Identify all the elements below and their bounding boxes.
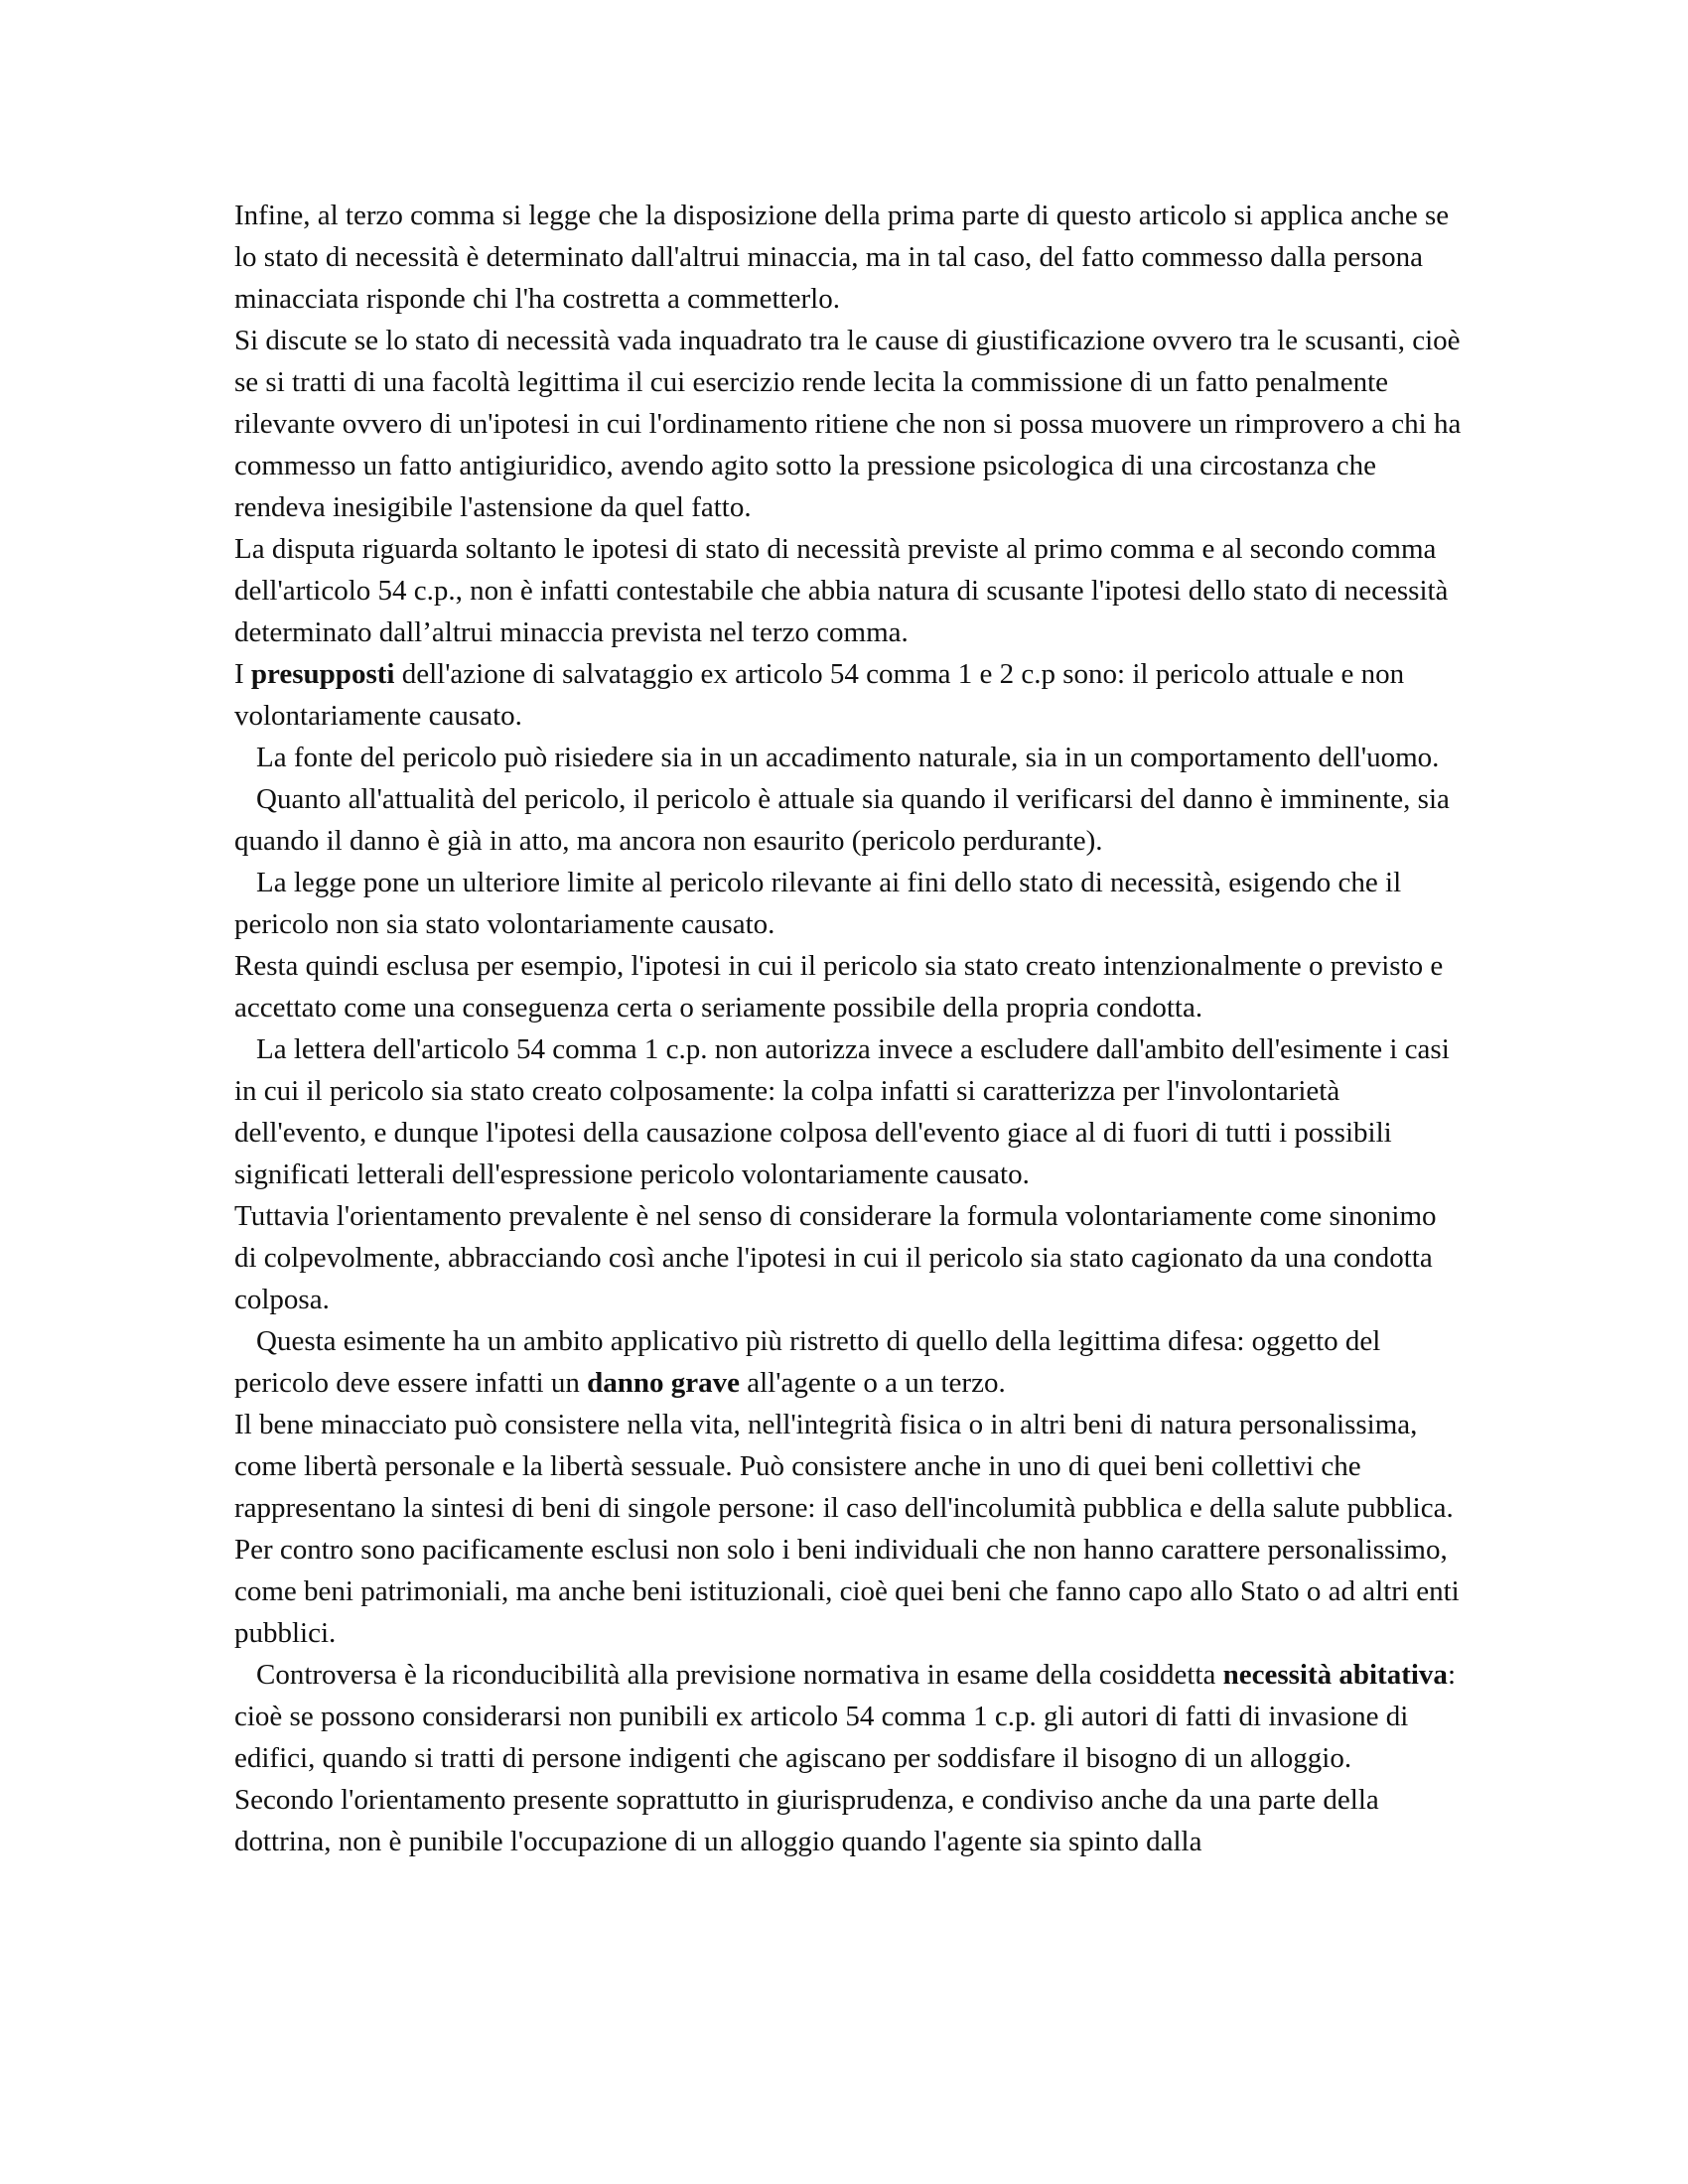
bold-term: presupposti [250,658,395,690]
paragraph [234,1195,1466,1320]
paragraph [234,653,1466,737]
text-run: Questa esimente ha un ambito applicativo più ristretto di quello della legittima difesa: oggetto del pericolo deve essere infatti un [234,1325,1381,1399]
paragraph [234,737,1466,778]
text-run: Resta quindi esclusa per esempio, l'ipotesi in cui il pericolo sia stato creato intenzionalmente o previsto e accettato come una conseguenza certa o seriamente possibile della propria condotta. [234,950,1444,1024]
text-run: Infine, al terzo comma si legge che la disposizione della prima parte di questo articolo si applica anche se lo stato di necessità è determinato dall'altrui minaccia, ma in tal caso, del fatto commesso dalla persona minacciata risponde chi l'ha costretta a commetterlo. [234,200,1450,315]
text-run: I [234,658,251,690]
text-run: La legge pone un ulteriore limite al pericolo rilevante ai fini dello stato di necessità, esigendo che il pericolo non sia stato volontariamente causato. [234,867,1402,940]
paragraph [234,1654,1466,1779]
text-run: La disputa riguarda soltanto le ipotesi di stato di necessità previste al primo comma e al secondo comma dell'articolo 54 c.p., non è infatti contestabile che abbia natura di scusante l'ipotesi dello stato di necessità determinato dall’altrui minaccia prevista nel terzo comma. [234,533,1449,648]
bold-term: necessità abitativa [1222,1659,1448,1691]
paragraph [234,1404,1466,1529]
bold-term: danno grave [587,1367,740,1399]
text-run: Il bene minacciato può consistere nella vita, nell'integrità fisica o in altri beni di natura personalissima, come libertà personale e la libertà sessuale. Può consistere anche in uno di quei beni collettivi che rappresentano la sintesi di beni di singole persone: il caso dell'incolumità pubblica e della salute pubblica. [234,1409,1454,1524]
paragraph [234,1028,1466,1195]
paragraph [234,778,1466,862]
paragraph [234,1779,1466,1862]
text-run: Controversa è la riconducibilità alla previsione normativa in esame della cosiddetta [256,1659,1223,1691]
paragraph [234,528,1466,653]
text-run: Secondo l'orientamento presente soprattutto in giurisprudenza, e condiviso anche da una parte della dottrina, non è punibile l'occupazione di un alloggio quando l'agente sia spinto dalla [234,1784,1379,1857]
text-run: Si discute se lo stato di necessità vada inquadrato tra le cause di giustificazione ovvero tra le scusanti, cioè se si tratti di una facoltà legittima il cui esercizio rende lecita la commissione di un fatto penalmente rilevante ovvero di un'ipotesi in cui l'ordinamento ritiene che non si possa muovere un rimprovero a chi ha commesso un fatto antigiuridico, avendo agito sotto la pressione psicologica di una circostanza che rendeva inesigibile l'astensione da quel fatto. [234,325,1462,523]
paragraph [234,862,1466,945]
text-run: Quanto all'attualità del pericolo, il pericolo è attuale sia quando il verificarsi del danno è imminente, sia quando il danno è già in atto, ma ancora non esaurito (pericolo perdurante). [234,783,1450,857]
text-run: all'agente o a un terzo. [740,1367,1006,1399]
text-run: La fonte del pericolo può risiedere sia in un accadimento naturale, sia in un comportamento dell'uomo. [256,742,1440,773]
paragraph [234,1529,1466,1654]
paragraph [234,320,1466,528]
paragraph [234,945,1466,1028]
text-run: Tuttavia l'orientamento prevalente è nel senso di considerare la formula volontariamente come sinonimo di colpevolmente, abbracciando così anche l'ipotesi in cui il pericolo sia stato cagionato da una condotta colposa. [234,1200,1437,1315]
paragraph [234,195,1466,320]
document-page [234,195,1466,1862]
text-run: La lettera dell'articolo 54 comma 1 c.p. non autorizza invece a escludere dall'ambito dell'esimente i casi in cui il pericolo sia stato creato colposamente: la colpa infatti si caratterizza per l'involontarietà dell'evento, e dunque l'ipotesi della causazione colposa dell'evento giace al di fuori di tutti i possibili significati letterali dell'espressione pericolo volontariamente causato. [234,1033,1450,1190]
text-run: : cioè se possono considerarsi non punibili ex articolo 54 comma 1 c.p. gli autori di fatti di invasione di edifici, quando si tratti di persone indigenti che agiscano per soddisfare il bisogno di un alloggio. [234,1659,1456,1774]
paragraph [234,1320,1466,1404]
text-run: Per contro sono pacificamente esclusi non solo i beni individuali che non hanno carattere personalissimo, come beni patrimoniali, ma anche beni istituzionali, cioè quei beni che fanno capo allo Stato o ad altri enti pubblici. [234,1534,1460,1649]
text-run: dell'azione di salvataggio ex articolo 54 comma 1 e 2 c.p sono: il pericolo attuale e non volontariamente causato. [234,658,1405,732]
